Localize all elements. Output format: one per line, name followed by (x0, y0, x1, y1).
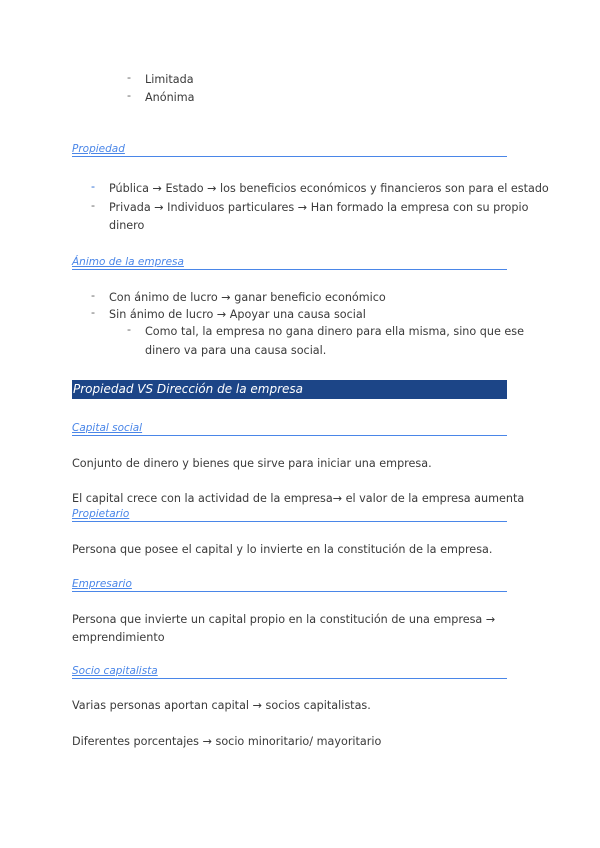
subheading-socio-capitalista: Socio capitalista (72, 664, 507, 679)
paragraph: Diferentes porcentajes → socio minoritario/ mayoritario (72, 735, 382, 748)
paragraph-continuation: emprendimiento (72, 631, 165, 644)
subheading-animo: Ánimo de la empresa (72, 255, 507, 270)
sub-list-item: Como tal, la empresa no gana dinero para ella misma, sino que ese (145, 325, 525, 338)
list-dash: - (91, 180, 96, 193)
paragraph: El capital crece con la actividad de la empresa→ el valor de la empresa aumenta (72, 492, 525, 505)
list-dash: - (91, 306, 96, 319)
list-dash: - (127, 71, 132, 84)
list-item: Sin ánimo de lucro → Apoyar una causa social (109, 308, 366, 321)
list-item: Con ánimo de lucro → ganar beneficio económico (109, 291, 386, 304)
subheading-propietario: Propietario (72, 507, 507, 522)
list-item: Anónima (145, 91, 195, 104)
subheading-capital-social: Capital social (72, 421, 507, 436)
subheading-propiedad: Propiedad (72, 142, 507, 157)
sub-list-item-continuation: dinero va para una causa social. (145, 344, 327, 357)
subheading-empresario: Empresario (72, 577, 507, 592)
list-dash: - (127, 323, 132, 336)
paragraph: Varias personas aportan capital → socios capitalistas. (72, 699, 371, 712)
list-item: Pública → Estado → los beneficios económicos y financieros son para el estado (109, 182, 549, 195)
list-dash: - (91, 289, 96, 302)
paragraph: Conjunto de dinero y bienes que sirve para iniciar una empresa. (72, 457, 432, 470)
list-item-continuation: dinero (109, 219, 145, 232)
list-dash: - (127, 89, 132, 102)
list-item: Privada → Individuos particulares → Han formado la empresa con su propio (109, 201, 529, 214)
list-item: Limitada (145, 73, 194, 86)
paragraph: Persona que invierte un capital propio en la constitución de una empresa → (72, 613, 496, 626)
paragraph: Persona que posee el capital y lo invierte en la constitución de la empresa. (72, 543, 493, 556)
section-title-banner: Propiedad VS Dirección de la empresa (72, 380, 507, 399)
list-dash: - (91, 199, 96, 212)
